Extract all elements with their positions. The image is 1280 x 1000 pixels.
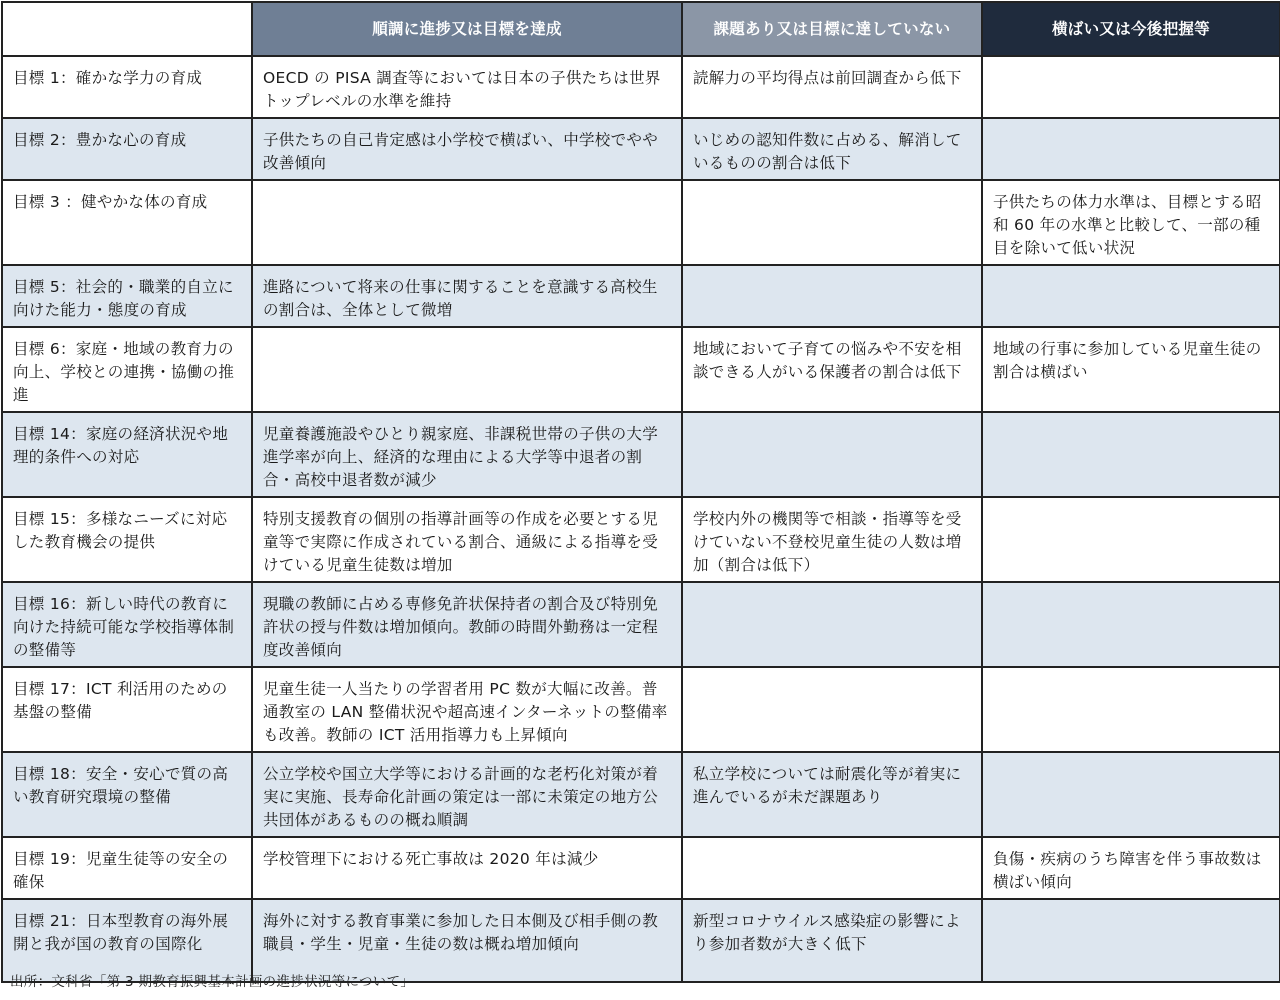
goal-cell: 目標 18：安全・安心で質の高い教育研究環境の整備 [2,752,252,837]
on-track-cell [252,327,682,412]
issues-cell: 私立学校については耐震化等が着実に進んでいるが未だ課題あり [682,752,982,837]
goal-cell: 目標 15：多様なニーズに対応した教育機会の提供 [2,497,252,582]
on-track-cell: 児童養護施設やひとり親家庭、非課税世帯の子供の大学進学率が向上、経済的な理由による大学等中退者の割合・高校中退者数が減少 [252,412,682,497]
table-row [2,56,1280,118]
flat-cell [982,265,1280,327]
table-row [2,265,1280,327]
progress-table [1,1,1280,983]
issues-cell: 地域において子育ての悩みや不安を相談できる人がいる保護者の割合は低下 [682,327,982,412]
on-track-cell: 現職の教師に占める専修免許状保持者の割合及び特別免許状の授与件数は増加傾向。教師の時間外勤務は一定程度改善傾向 [252,582,682,667]
goal-cell: 目標 21：日本型教育の海外展開と我が国の教育の国際化 [2,899,252,982]
flat-cell: 地域の行事に参加している児童生徒の割合は横ばい [982,327,1280,412]
table-row [2,497,1280,582]
issues-cell [682,180,982,265]
flat-cell [982,412,1280,497]
goal-cell: 目標 14：家庭の経済状況や地理的条件への対応 [2,412,252,497]
on-track-cell: 特別支援教育の個別の指導計画等の作成を必要とする児童等で実際に作成されている割合、通級による指導を受けている児童生徒数は増加 [252,497,682,582]
goal-cell: 目標 2：豊かな心の育成 [2,118,252,180]
on-track-cell: 学校管理下における死亡事故は 2020 年は減少 [252,837,682,899]
goal-cell: 目標 17：ICT 利活用のための基盤の整備 [2,667,252,752]
header-corner-cell [2,2,252,56]
on-track-cell: 児童生徒一人当たりの学習者用 PC 数が大幅に改善。普通教室の LAN 整備状況や超高速インターネットの整備率も改善。教師の ICT 活用指導力も上昇傾向 [252,667,682,752]
issues-cell [682,265,982,327]
table-row [2,667,1280,752]
issues-cell: 読解力の平均得点は前回調査から低下 [682,56,982,118]
flat-cell [982,667,1280,752]
table-row [2,180,1280,265]
flat-cell [982,56,1280,118]
on-track-cell [252,180,682,265]
on-track-cell: 進路について将来の仕事に関することを意識する高校生の割合は、全体として微増 [252,265,682,327]
table-row [2,412,1280,497]
table-row [2,327,1280,412]
issues-cell [682,837,982,899]
table-row [2,118,1280,180]
flat-cell [982,118,1280,180]
issues-cell: 学校内外の機関等で相談・指導等を受けていない不登校児童生徒の人数は増加（割合は低下） [682,497,982,582]
flat-cell [982,899,1280,982]
on-track-cell: 公立学校や国立大学等における計画的な老朽化対策が着実に実施、長寿命化計画の策定は一部に未策定の地方公共団体があるものの概ね順調 [252,752,682,837]
issues-cell: いじめの認知件数に占める、解消しているものの割合は低下 [682,118,982,180]
issues-cell [682,412,982,497]
goal-cell: 目標 6：家庭・地域の教育力の向上、学校との連携・協働の推進 [2,327,252,412]
flat-cell [982,752,1280,837]
header-flat: 横ばい又は今後把握等 [982,2,1280,56]
goal-cell: 目標 5：社会的・職業的自立に向けた能力・態度の育成 [2,265,252,327]
issues-cell [682,667,982,752]
table-row [2,837,1280,899]
on-track-cell: 子供たちの自己肯定感は小学校で横ばい、中学校でやや改善傾向 [252,118,682,180]
goal-cell: 目標 19：児童生徒等の安全の確保 [2,837,252,899]
table-row [2,582,1280,667]
goal-cell: 目標 3 ：健やかな体の育成 [2,180,252,265]
flat-cell: 負傷・疾病のうち障害を伴う事故数は横ばい傾向 [982,837,1280,899]
header-on-track: 順調に進捗又は目標を達成 [252,2,682,56]
header-issues: 課題あり又は目標に達していない [682,2,982,56]
issues-cell: 新型コロナウイルス感染症の影響により参加者数が大きく低下 [682,899,982,982]
goal-cell: 目標 1：確かな学力の育成 [2,56,252,118]
flat-cell [982,497,1280,582]
on-track-cell: OECD の PISA 調査等においては日本の子供たちは世界トップレベルの水準を維持 [252,56,682,118]
issues-cell [682,582,982,667]
header-row [2,2,1280,56]
table-row [2,752,1280,837]
flat-cell: 子供たちの体力水準は、目標とする昭和 60 年の水準と比較して、一部の種目を除いて低い状況 [982,180,1280,265]
source-note: 出所：文科省「第 3 期教育振興基本計画の進捗状況等について」 [10,974,415,990]
flat-cell [982,582,1280,667]
on-track-cell: 海外に対する教育事業に参加した日本側及び相手側の教職員・学生・児童・生徒の数は概ね増加傾向 [252,899,682,982]
goal-cell: 目標 16：新しい時代の教育に向けた持続可能な学校指導体制の整備等 [2,582,252,667]
